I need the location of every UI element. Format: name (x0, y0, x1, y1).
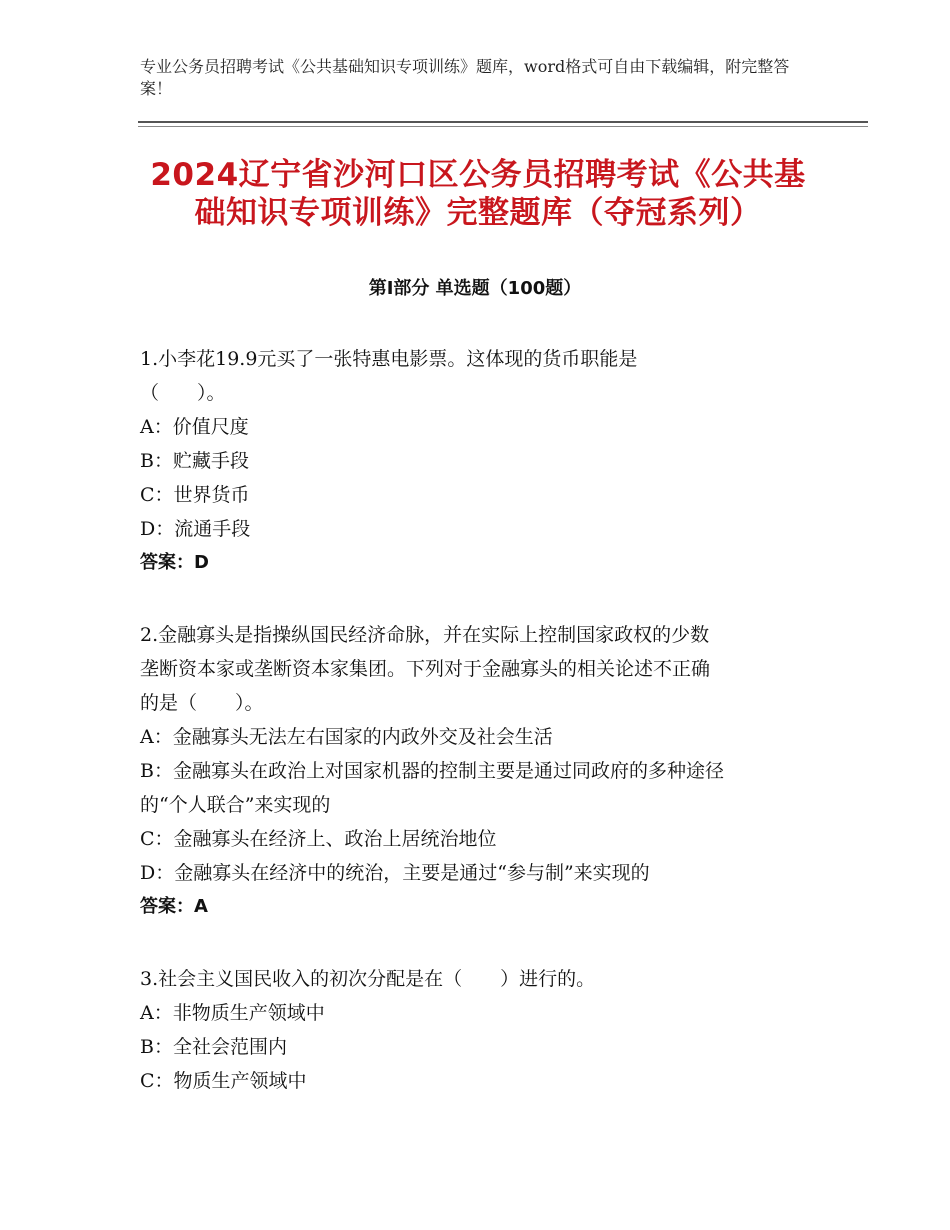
option-d: D：金融寡头在经济中的统治，主要是通过“参与制”来实现的 (140, 862, 650, 884)
question-stem: 3.社会主义国民收入的初次分配是在（ ）进行的。 (140, 968, 596, 990)
option-a: A：金融寡头无法左右国家的内政外交及社会生活 (140, 726, 553, 748)
document-title: 2024辽宁省沙河口区公务员招聘考试《公共基础知识专项训练》完整题库（夺冠系列） (150, 157, 806, 231)
header-note: 专业公务员招聘考试《公共基础知识专项训练》题库，word格式可自由下载编辑，附完整答案！ (140, 57, 790, 98)
question-stem: 垄断资本家或垄断资本家集团。下列对于金融寡头的相关论述不正确 (140, 658, 711, 680)
header-rule-thin (138, 126, 868, 127)
header-rule (138, 121, 868, 123)
question-list (140, 342, 810, 1136)
question-2 (140, 618, 810, 924)
option-b: B：金融寡头在政治上对国家机器的控制主要是通过同政府的多种途径 (140, 760, 724, 782)
option-c: C：物质生产领域中 (140, 1070, 307, 1092)
question-stem: 的是（ ）。 (140, 692, 264, 714)
option-a: A：价值尺度 (140, 416, 249, 438)
section-title: 第Ⅰ部分 单选题（100题） (368, 278, 582, 299)
answer: 答案：A (140, 896, 208, 917)
question-stem: （ ）。 (140, 382, 226, 404)
option-c: C：金融寡头在经济上、政治上居统治地位 (140, 828, 497, 850)
option-d: D：流通手段 (140, 518, 251, 540)
option-b-continued: 的“个人联合”来实现的 (140, 794, 331, 816)
question-stem: 2.金融寡头是指操纵国民经济命脉，并在实际上控制国家政权的少数 (140, 624, 710, 646)
option-c: C：世界货币 (140, 484, 250, 506)
question-stem: 1.小李花19.9元买了一张特惠电影票。这体现的货币职能是 (140, 348, 638, 370)
question-3 (140, 962, 810, 1098)
option-a: A：非物质生产领域中 (140, 1002, 325, 1024)
option-b: B：贮藏手段 (140, 450, 249, 472)
answer: 答案：D (140, 552, 209, 573)
option-b: B：全社会范围内 (140, 1036, 287, 1058)
question-1 (140, 342, 810, 580)
